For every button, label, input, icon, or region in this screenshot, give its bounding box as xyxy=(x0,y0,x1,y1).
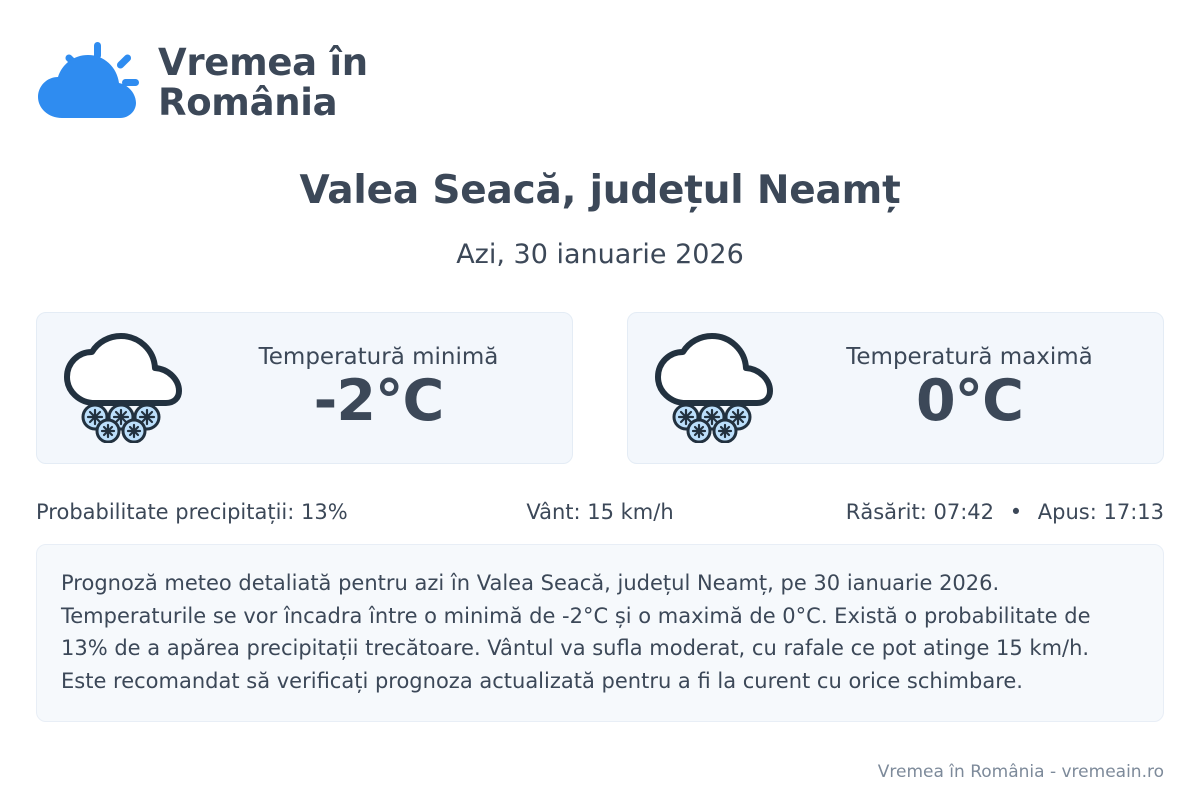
min-temperature-text xyxy=(207,344,550,435)
stat-separator: • xyxy=(1009,500,1023,525)
wind-stat: Vânt: 15 km/h xyxy=(526,500,674,525)
precipitation-stat: Probabilitate precipitații: 13% xyxy=(36,500,348,525)
max-temperature-card xyxy=(627,312,1164,464)
sun-cloud-icon xyxy=(36,40,140,126)
brand-title xyxy=(158,43,368,123)
footer-credit: Vremea în România - vremeain.ro xyxy=(877,762,1164,782)
snow-cloud-icon xyxy=(59,333,189,443)
max-temperature-text xyxy=(798,344,1141,435)
min-temperature-value: -2°C xyxy=(313,368,444,435)
page-title: Valea Seacă, județul Neamț xyxy=(299,168,901,213)
sunrise-value: Răsărit: 07:42 xyxy=(845,500,995,525)
min-temperature-card xyxy=(36,312,573,464)
temperature-cards xyxy=(36,312,1164,464)
max-temperature-label: Temperatură maximă xyxy=(846,344,1093,371)
brand-title-line2: România xyxy=(158,81,338,124)
min-temperature-label: Temperatură minimă xyxy=(258,344,499,371)
page-date: Azi, 30 ianuarie 2026 xyxy=(456,239,744,271)
snow-cloud-icon xyxy=(650,333,780,443)
sun-times-stat xyxy=(788,500,1164,524)
weather-stats-row xyxy=(36,500,1164,524)
brand-title-line1: Vremea în xyxy=(158,41,368,85)
max-temperature-value: 0°C xyxy=(916,368,1023,435)
sunset-value: Apus: 17:13 xyxy=(1037,500,1164,525)
brand-header xyxy=(36,0,1164,124)
forecast-description: Prognoză meteo detaliată pentru azi în Valea Seacă, județul Neamț, pe 30 ianuarie 2026. Temperaturile se vor încadra între o minimă de -2°C și o maximă de 0°C. Există o probabilitate de 13% de a apărea precipitații trecătoare. Vântul va sufla moderat, cu rafale ce pot atinge 15 km/h. Este recomandat să verificați prognoza actualizată pentru a fi la curent cu orice schimbare. xyxy=(36,544,1164,722)
